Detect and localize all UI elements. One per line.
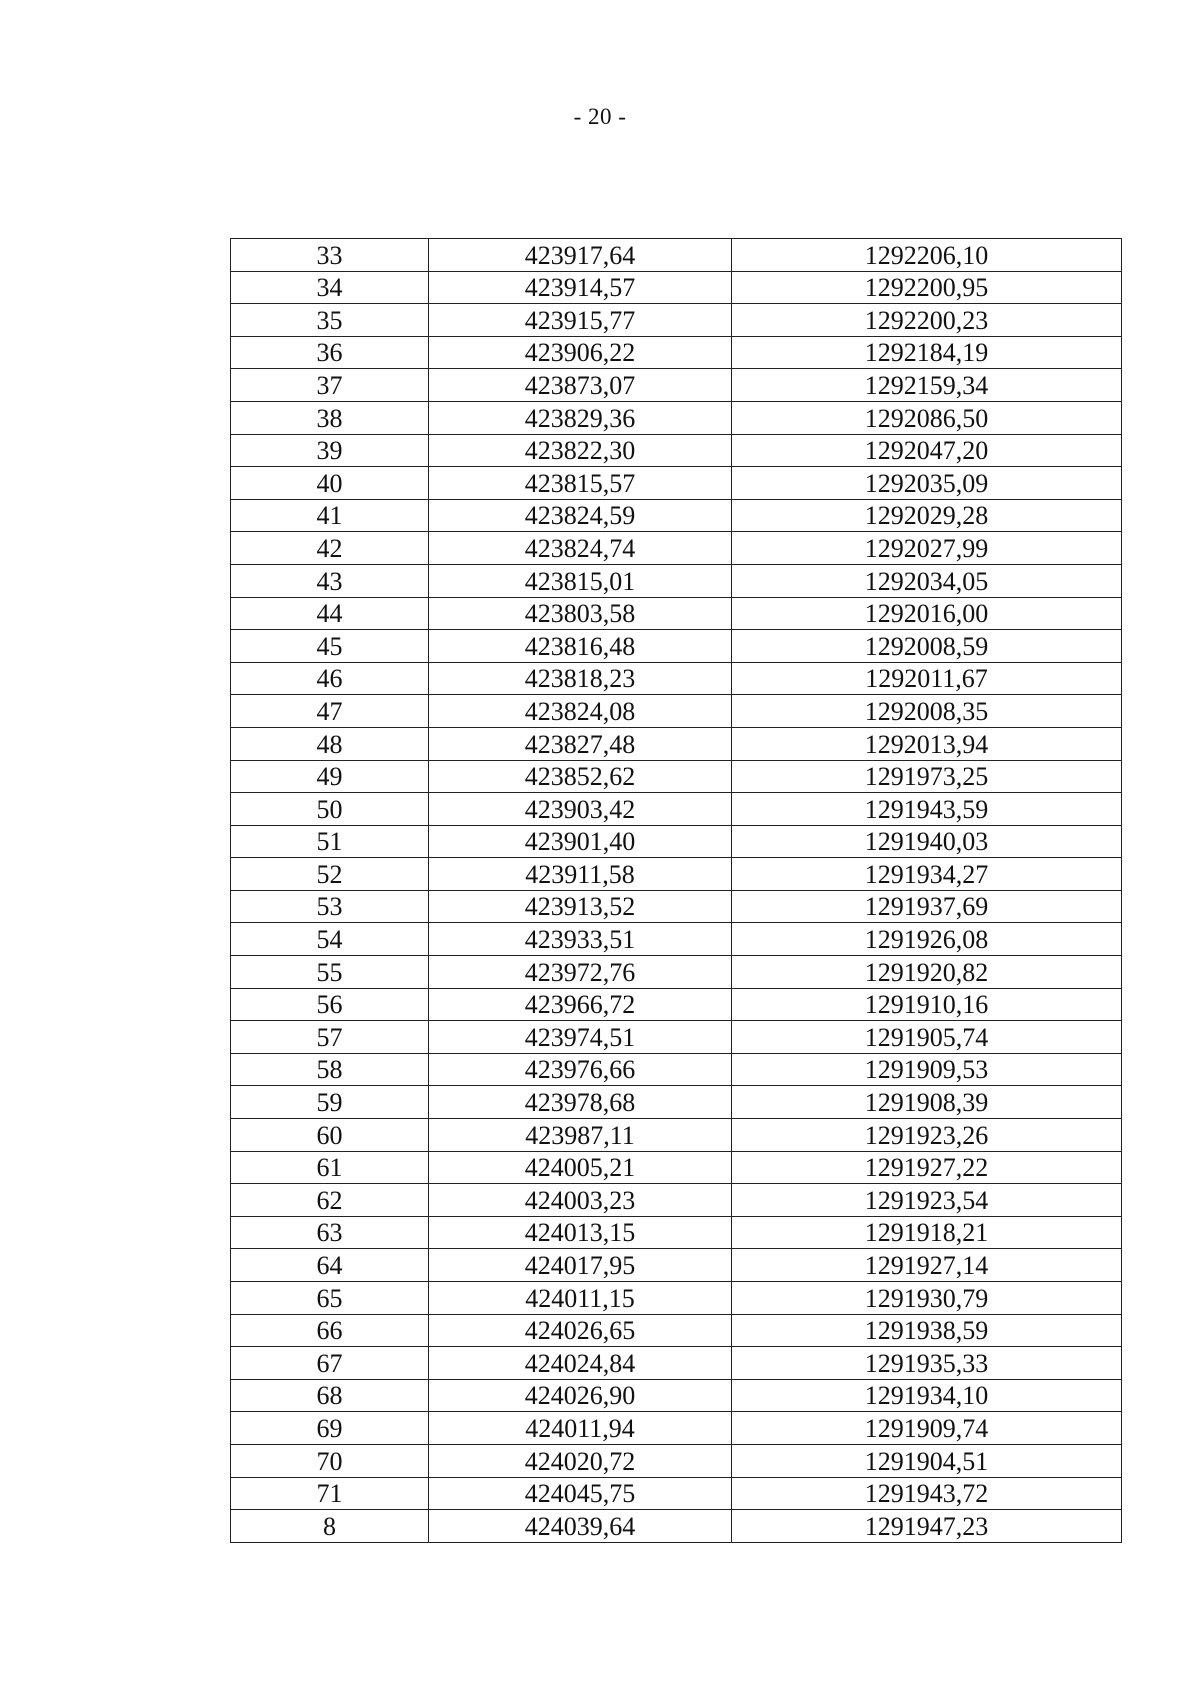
table-row bbox=[231, 239, 1122, 272]
point-number-cell: 51 bbox=[231, 825, 429, 858]
x-coordinate-cell: 423911,58 bbox=[429, 858, 732, 891]
coordinates-table-body bbox=[231, 239, 1122, 1543]
x-coordinate-cell: 423917,64 bbox=[429, 239, 732, 272]
point-number-cell: 33 bbox=[231, 239, 429, 272]
x-coordinate-cell: 423972,76 bbox=[429, 956, 732, 989]
y-coordinate-cell: 1291927,22 bbox=[732, 1151, 1122, 1184]
point-number-cell: 47 bbox=[231, 695, 429, 728]
point-number-cell: 40 bbox=[231, 467, 429, 500]
point-number-cell: 38 bbox=[231, 401, 429, 434]
table-row bbox=[231, 1021, 1122, 1054]
point-number-cell: 45 bbox=[231, 630, 429, 663]
table-row bbox=[231, 1314, 1122, 1347]
coordinates-table bbox=[230, 238, 1122, 1543]
table-row bbox=[231, 890, 1122, 923]
y-coordinate-cell: 1292029,28 bbox=[732, 499, 1122, 532]
point-number-cell: 34 bbox=[231, 271, 429, 304]
table-row bbox=[231, 304, 1122, 337]
y-coordinate-cell: 1292047,20 bbox=[732, 434, 1122, 467]
table-row bbox=[231, 988, 1122, 1021]
point-number-cell: 37 bbox=[231, 369, 429, 402]
y-coordinate-cell: 1292034,05 bbox=[732, 564, 1122, 597]
point-number-cell: 8 bbox=[231, 1510, 429, 1543]
x-coordinate-cell: 423824,59 bbox=[429, 499, 732, 532]
x-coordinate-cell: 424011,15 bbox=[429, 1282, 732, 1315]
point-number-cell: 39 bbox=[231, 434, 429, 467]
y-coordinate-cell: 1291923,26 bbox=[732, 1119, 1122, 1152]
x-coordinate-cell: 423914,57 bbox=[429, 271, 732, 304]
table-row bbox=[231, 1444, 1122, 1477]
x-coordinate-cell: 423822,30 bbox=[429, 434, 732, 467]
y-coordinate-cell: 1291934,27 bbox=[732, 858, 1122, 891]
x-coordinate-cell: 423987,11 bbox=[429, 1119, 732, 1152]
y-coordinate-cell: 1291947,23 bbox=[732, 1510, 1122, 1543]
x-coordinate-cell: 423978,68 bbox=[429, 1086, 732, 1119]
table-row bbox=[231, 434, 1122, 467]
table-row bbox=[231, 401, 1122, 434]
table-row bbox=[231, 1119, 1122, 1152]
table-row bbox=[231, 336, 1122, 369]
x-coordinate-cell: 423976,66 bbox=[429, 1053, 732, 1086]
y-coordinate-cell: 1292035,09 bbox=[732, 467, 1122, 500]
y-coordinate-cell: 1291940,03 bbox=[732, 825, 1122, 858]
y-coordinate-cell: 1292086,50 bbox=[732, 401, 1122, 434]
point-number-cell: 41 bbox=[231, 499, 429, 532]
table-row bbox=[231, 499, 1122, 532]
y-coordinate-cell: 1291943,72 bbox=[732, 1477, 1122, 1510]
x-coordinate-cell: 423829,36 bbox=[429, 401, 732, 434]
y-coordinate-cell: 1291918,21 bbox=[732, 1216, 1122, 1249]
x-coordinate-cell: 423933,51 bbox=[429, 923, 732, 956]
table-row bbox=[231, 858, 1122, 891]
y-coordinate-cell: 1292008,35 bbox=[732, 695, 1122, 728]
x-coordinate-cell: 424003,23 bbox=[429, 1184, 732, 1217]
point-number-cell: 60 bbox=[231, 1119, 429, 1152]
table-row bbox=[231, 662, 1122, 695]
point-number-cell: 46 bbox=[231, 662, 429, 695]
x-coordinate-cell: 423915,77 bbox=[429, 304, 732, 337]
table-row bbox=[231, 597, 1122, 630]
point-number-cell: 56 bbox=[231, 988, 429, 1021]
x-coordinate-cell: 423913,52 bbox=[429, 890, 732, 923]
y-coordinate-cell: 1291973,25 bbox=[732, 760, 1122, 793]
y-coordinate-cell: 1291909,74 bbox=[732, 1412, 1122, 1445]
y-coordinate-cell: 1291943,59 bbox=[732, 793, 1122, 826]
x-coordinate-cell: 423906,22 bbox=[429, 336, 732, 369]
x-coordinate-cell: 424026,65 bbox=[429, 1314, 732, 1347]
table-row bbox=[231, 1282, 1122, 1315]
table-row bbox=[231, 1216, 1122, 1249]
x-coordinate-cell: 424039,64 bbox=[429, 1510, 732, 1543]
table-row bbox=[231, 1379, 1122, 1412]
y-coordinate-cell: 1291910,16 bbox=[732, 988, 1122, 1021]
x-coordinate-cell: 423818,23 bbox=[429, 662, 732, 695]
table-row bbox=[231, 467, 1122, 500]
point-number-cell: 48 bbox=[231, 727, 429, 760]
y-coordinate-cell: 1291938,59 bbox=[732, 1314, 1122, 1347]
point-number-cell: 52 bbox=[231, 858, 429, 891]
x-coordinate-cell: 424017,95 bbox=[429, 1249, 732, 1282]
table-row bbox=[231, 532, 1122, 565]
x-coordinate-cell: 423966,72 bbox=[429, 988, 732, 1021]
table-row bbox=[231, 760, 1122, 793]
x-coordinate-cell: 423974,51 bbox=[429, 1021, 732, 1054]
x-coordinate-cell: 424011,94 bbox=[429, 1412, 732, 1445]
x-coordinate-cell: 423815,57 bbox=[429, 467, 732, 500]
point-number-cell: 43 bbox=[231, 564, 429, 597]
y-coordinate-cell: 1292159,34 bbox=[732, 369, 1122, 402]
table-row bbox=[231, 793, 1122, 826]
point-number-cell: 65 bbox=[231, 1282, 429, 1315]
point-number-cell: 69 bbox=[231, 1412, 429, 1445]
point-number-cell: 70 bbox=[231, 1444, 429, 1477]
point-number-cell: 54 bbox=[231, 923, 429, 956]
x-coordinate-cell: 424024,84 bbox=[429, 1347, 732, 1380]
point-number-cell: 36 bbox=[231, 336, 429, 369]
y-coordinate-cell: 1291935,33 bbox=[732, 1347, 1122, 1380]
table-row bbox=[231, 630, 1122, 663]
point-number-cell: 67 bbox=[231, 1347, 429, 1380]
x-coordinate-cell: 423816,48 bbox=[429, 630, 732, 663]
y-coordinate-cell: 1291920,82 bbox=[732, 956, 1122, 989]
x-coordinate-cell: 423815,01 bbox=[429, 564, 732, 597]
table-row bbox=[231, 369, 1122, 402]
x-coordinate-cell: 423827,48 bbox=[429, 727, 732, 760]
table-row bbox=[231, 1477, 1122, 1510]
point-number-cell: 49 bbox=[231, 760, 429, 793]
y-coordinate-cell: 1291934,10 bbox=[732, 1379, 1122, 1412]
y-coordinate-cell: 1292008,59 bbox=[732, 630, 1122, 663]
point-number-cell: 44 bbox=[231, 597, 429, 630]
x-coordinate-cell: 423852,62 bbox=[429, 760, 732, 793]
point-number-cell: 71 bbox=[231, 1477, 429, 1510]
y-coordinate-cell: 1291904,51 bbox=[732, 1444, 1122, 1477]
table-row bbox=[231, 271, 1122, 304]
x-coordinate-cell: 424013,15 bbox=[429, 1216, 732, 1249]
point-number-cell: 59 bbox=[231, 1086, 429, 1119]
y-coordinate-cell: 1291905,74 bbox=[732, 1021, 1122, 1054]
table-row bbox=[231, 1151, 1122, 1184]
point-number-cell: 62 bbox=[231, 1184, 429, 1217]
table-row bbox=[231, 1249, 1122, 1282]
y-coordinate-cell: 1292011,67 bbox=[732, 662, 1122, 695]
table-row bbox=[231, 1086, 1122, 1119]
table-row bbox=[231, 564, 1122, 597]
point-number-cell: 63 bbox=[231, 1216, 429, 1249]
y-coordinate-cell: 1292184,19 bbox=[732, 336, 1122, 369]
point-number-cell: 53 bbox=[231, 890, 429, 923]
y-coordinate-cell: 1292027,99 bbox=[732, 532, 1122, 565]
page-number: - 20 - bbox=[573, 104, 627, 129]
x-coordinate-cell: 424020,72 bbox=[429, 1444, 732, 1477]
point-number-cell: 55 bbox=[231, 956, 429, 989]
x-coordinate-cell: 423903,42 bbox=[429, 793, 732, 826]
point-number-cell: 68 bbox=[231, 1379, 429, 1412]
y-coordinate-cell: 1291930,79 bbox=[732, 1282, 1122, 1315]
table-row bbox=[231, 956, 1122, 989]
point-number-cell: 35 bbox=[231, 304, 429, 337]
x-coordinate-cell: 423824,08 bbox=[429, 695, 732, 728]
x-coordinate-cell: 423824,74 bbox=[429, 532, 732, 565]
x-coordinate-cell: 424045,75 bbox=[429, 1477, 732, 1510]
y-coordinate-cell: 1292013,94 bbox=[732, 727, 1122, 760]
y-coordinate-cell: 1291923,54 bbox=[732, 1184, 1122, 1217]
point-number-cell: 61 bbox=[231, 1151, 429, 1184]
table-row bbox=[231, 923, 1122, 956]
x-coordinate-cell: 424005,21 bbox=[429, 1151, 732, 1184]
table-row bbox=[231, 1184, 1122, 1217]
y-coordinate-cell: 1292206,10 bbox=[732, 239, 1122, 272]
point-number-cell: 50 bbox=[231, 793, 429, 826]
point-number-cell: 58 bbox=[231, 1053, 429, 1086]
point-number-cell: 64 bbox=[231, 1249, 429, 1282]
table-row bbox=[231, 1510, 1122, 1543]
y-coordinate-cell: 1291926,08 bbox=[732, 923, 1122, 956]
table-row bbox=[231, 1053, 1122, 1086]
table-row bbox=[231, 1347, 1122, 1380]
point-number-cell: 66 bbox=[231, 1314, 429, 1347]
y-coordinate-cell: 1292200,95 bbox=[732, 271, 1122, 304]
y-coordinate-cell: 1291927,14 bbox=[732, 1249, 1122, 1282]
x-coordinate-cell: 424026,90 bbox=[429, 1379, 732, 1412]
y-coordinate-cell: 1292200,23 bbox=[732, 304, 1122, 337]
y-coordinate-cell: 1292016,00 bbox=[732, 597, 1122, 630]
y-coordinate-cell: 1291908,39 bbox=[732, 1086, 1122, 1119]
y-coordinate-cell: 1291909,53 bbox=[732, 1053, 1122, 1086]
table-row bbox=[231, 1412, 1122, 1445]
table-row bbox=[231, 695, 1122, 728]
x-coordinate-cell: 423803,58 bbox=[429, 597, 732, 630]
x-coordinate-cell: 423873,07 bbox=[429, 369, 732, 402]
x-coordinate-cell: 423901,40 bbox=[429, 825, 732, 858]
y-coordinate-cell: 1291937,69 bbox=[732, 890, 1122, 923]
point-number-cell: 57 bbox=[231, 1021, 429, 1054]
table-row bbox=[231, 825, 1122, 858]
table-row bbox=[231, 727, 1122, 760]
point-number-cell: 42 bbox=[231, 532, 429, 565]
